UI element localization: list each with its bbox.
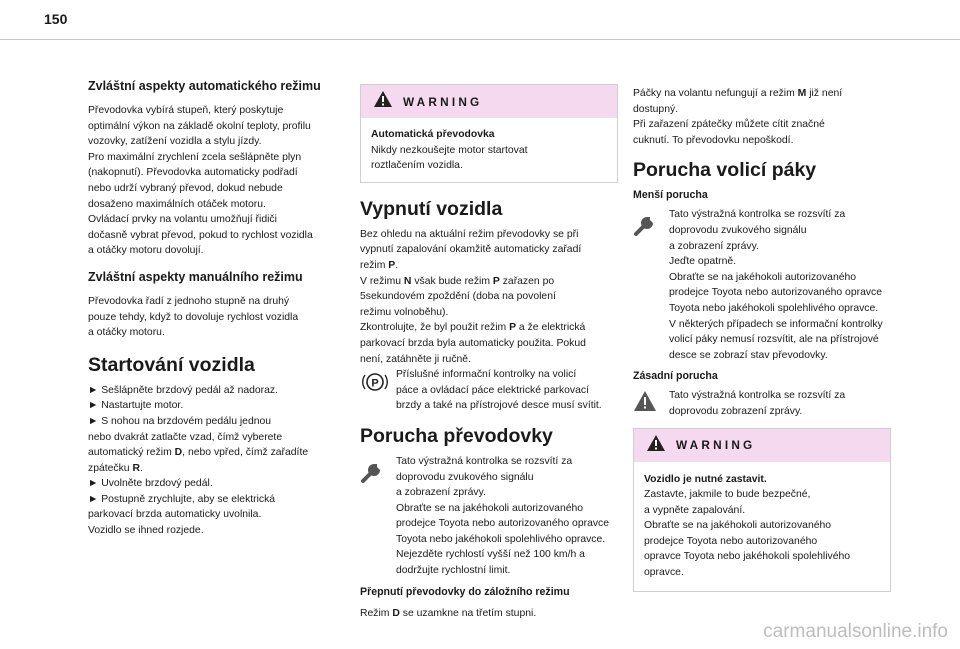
parking-lamp-text	[396, 367, 618, 414]
text-line: páce a ovládací páce elektrické parkovací	[396, 384, 589, 396]
heading-starting: Startování vozidla	[88, 353, 255, 376]
text-line: (nakopnutí). Převodovka automaticky podřadí	[88, 167, 298, 179]
text-line: pouze tehdy, když to dovoluje rychlost vozidla	[88, 311, 299, 323]
text-line: Tato výstražná kontrolka se rozsvítí za	[669, 209, 846, 221]
text-line: Při zařazení zpátečky můžete cítit značné	[633, 119, 825, 131]
text-line: a otáčky motoru dovolují.	[88, 245, 204, 257]
text-line: a zobrazení zprávy.	[396, 487, 486, 499]
watermark-footer: carmanualsonline.info	[763, 621, 948, 642]
text-line: režim P.	[360, 259, 399, 271]
auto-mode-text	[88, 103, 340, 259]
text-line: vozovky, zatížení vozidla a stylu jízdy.	[88, 136, 262, 148]
text-line: dosaženo maximálních otáček motoru.	[88, 198, 266, 210]
text-line: Zastavte, jakmile to bude bezpečné,	[644, 489, 811, 501]
warning-title: WARNING	[676, 438, 756, 452]
parking-brake-lamp-icon	[360, 369, 390, 400]
text-line: V režimu N však bude režim P zařazen po	[360, 275, 555, 287]
heading-major-fault: Zásadní porucha	[633, 370, 718, 383]
text-line: 5sekundovém zpoždění (doba na povolení	[360, 291, 556, 303]
text-line: Zkontrolujte, že byl použit režim P a že elektrická	[360, 322, 586, 334]
backup-mode-text	[360, 606, 618, 622]
warning-box-transmission	[360, 84, 618, 183]
text-line: Ovládací prvky na volantu umožňují řidiči	[88, 214, 277, 226]
text-line: Nejezděte rychlostí vyšší než 100 km/h a	[396, 549, 585, 561]
text-line: Pro maximální zrychlení zcela sešlápněte plyn	[88, 151, 302, 163]
text-line: a vypněte zapalování.	[644, 504, 746, 516]
warning-triangle-icon	[373, 90, 393, 113]
text-line: dočasně vybrat převod, pokud to rychlost vozidla	[88, 229, 313, 241]
text-line: a otáčky motoru.	[88, 327, 165, 339]
text-line: roztlačením vozidla.	[371, 160, 463, 172]
text-line: zpátečku R.	[88, 462, 143, 474]
text-line: Nikdy nezkoušejte motor startovat	[371, 144, 528, 156]
text-line: Jeďte opatrně.	[669, 256, 737, 268]
text-line: prodejce Toyota nebo autorizovaného opravce	[669, 287, 883, 299]
text-line: Bez ohledu na aktuální režim převodovky se při	[360, 228, 579, 240]
text-line: dodržujte rychlostní limit.	[396, 565, 511, 577]
heading-lever-fault: Porucha volicí páky	[633, 159, 817, 182]
text-line: Tato výstražná kontrolka se rozsvítí za	[669, 390, 846, 402]
text-line: ► S nohou na brzdovém pedálu jednou	[88, 415, 272, 427]
text-line: ► Uvolněte brzdový pedál.	[88, 478, 213, 490]
warning-body	[634, 462, 890, 591]
text-line: Vozidlo se ihned rozjede.	[88, 525, 204, 537]
parking-lamp-row	[360, 367, 618, 414]
minor-fault-text	[669, 207, 891, 363]
page-number: 150	[44, 11, 68, 27]
text-line: parkovací brzda automaticky uvolnila.	[88, 509, 262, 521]
text-line: optimální výkon na základě okolní teploty, profilu	[88, 120, 311, 132]
warning-triangle-icon	[646, 434, 666, 457]
gearbox-fault-row	[360, 454, 618, 579]
column-1	[88, 78, 340, 545]
text-line: opravce Toyota nebo jakéhokoli spolehlivého	[644, 551, 851, 563]
heading-gearbox-fault: Porucha převodovky	[360, 424, 553, 447]
header-rule	[0, 39, 960, 40]
text-line: doprovodu zobrazení zprávy.	[669, 405, 803, 417]
svg-text:P: P	[371, 377, 379, 390]
wrench-icon	[633, 209, 661, 242]
intro-text	[633, 86, 891, 148]
text-line: Převodovka řadí z jednoho stupně na druhý	[88, 295, 290, 307]
text-line: opravce.	[644, 567, 684, 579]
heading-backup-mode: Přepnutí převodovky do záložního režimu	[360, 585, 570, 598]
warning-body	[361, 118, 617, 182]
text-line: Obraťte se na jakéhokoli autorizovaného	[644, 520, 832, 532]
text-line: doprovodu zvukového signálu	[669, 224, 807, 236]
text-line: Toyota nebo jakéhokoli spolehlivého opravce.	[669, 302, 879, 314]
text-line: Obraťte se na jakéhokoli autorizovaného	[669, 271, 857, 283]
text-line: parkovací brzda byla automaticky použita. Pokud	[360, 337, 586, 349]
switching-off-text	[360, 227, 618, 367]
text-line: volicí páky nemusí rozsvítit, ale na přístrojové	[669, 334, 879, 346]
text-line: brzdy a také na přístrojové desce musí svítit.	[396, 400, 602, 412]
major-fault-text	[669, 388, 891, 419]
wrench-icon	[360, 456, 388, 489]
text-line: a zobrazení zprávy.	[669, 240, 759, 252]
warning-header	[361, 85, 617, 118]
gearbox-fault-text	[396, 454, 618, 579]
heading-minor-fault: Menší porucha	[633, 189, 708, 202]
text-line: nebo udrží vybraný převod, dokud nebude	[88, 182, 283, 194]
heading-manual-mode: Zvláštní aspekty manuálního režimu	[88, 269, 303, 284]
text-line: Převodovka vybírá stupeň, který poskytuje	[88, 105, 284, 116]
manual-mode-text	[88, 294, 340, 341]
text-line: ► Nastartujte motor.	[88, 400, 184, 412]
text-line: Režim D se uzamkne na třetím stupni.	[360, 607, 537, 619]
minor-fault-row	[633, 207, 891, 363]
warning-bold-line: Automatická převodovka	[371, 129, 495, 140]
warning-text	[371, 143, 607, 174]
text-line: V některých případech se informační kontrolky	[669, 318, 883, 330]
warning-title: WARNING	[403, 94, 483, 109]
starting-text	[88, 383, 340, 539]
text-line: režimu volnoběhu).	[360, 306, 449, 318]
text-line: dostupný.	[633, 103, 679, 115]
warning-box-stop	[633, 428, 891, 592]
text-line: doprovodu zvukového signálu	[396, 471, 534, 483]
text-line: cuknutí. To převodovku nepoškodí.	[633, 134, 794, 146]
warning-text	[644, 487, 880, 581]
text-line: Obraťte se na jakéhokoli autorizovaného	[396, 502, 584, 514]
text-line: není, zatáhněte ji ručně.	[360, 353, 471, 365]
text-line: vypnutí zapalování okamžitě automaticky zařadí	[360, 244, 582, 256]
column-2	[360, 84, 618, 627]
text-line: prodejce Toyota nebo autorizovaného opravce	[396, 518, 610, 530]
text-line: automatický režim D, nebo vpřed, čímž zařadíte	[88, 447, 309, 459]
text-line: Toyota nebo jakéhokoli spolehlivého opravce.	[396, 533, 606, 545]
warning-triangle-icon	[633, 390, 657, 417]
text-line: nebo dvakrát zatlačte vzad, čímž vyberete	[88, 431, 283, 443]
text-line: desce se zobrazí stav převodovky.	[669, 349, 828, 361]
text-line: Tato výstražná kontrolka se rozsvítí za	[396, 455, 573, 467]
text-line: ► Sešlápněte brzdový pedál až nadoraz.	[88, 384, 279, 396]
text-line: ► Postupně zrychlujte, aby se elektrická	[88, 493, 276, 505]
major-fault-row	[633, 388, 891, 419]
heading-switching-off: Vypnutí vozidla	[360, 197, 503, 220]
text-line: Příslušné informační kontrolky na volicí	[396, 369, 577, 381]
column-3	[633, 86, 891, 602]
text-line: Páčky na volantu nefungují a režim M již není	[633, 88, 843, 99]
text-line: prodejce Toyota nebo autorizovaného	[644, 535, 818, 547]
heading-auto-mode: Zvláštní aspekty automatického režimu	[88, 79, 321, 93]
warning-bold-line: Vozidlo je nutné zastavit.	[644, 473, 767, 485]
warning-header	[634, 429, 890, 462]
